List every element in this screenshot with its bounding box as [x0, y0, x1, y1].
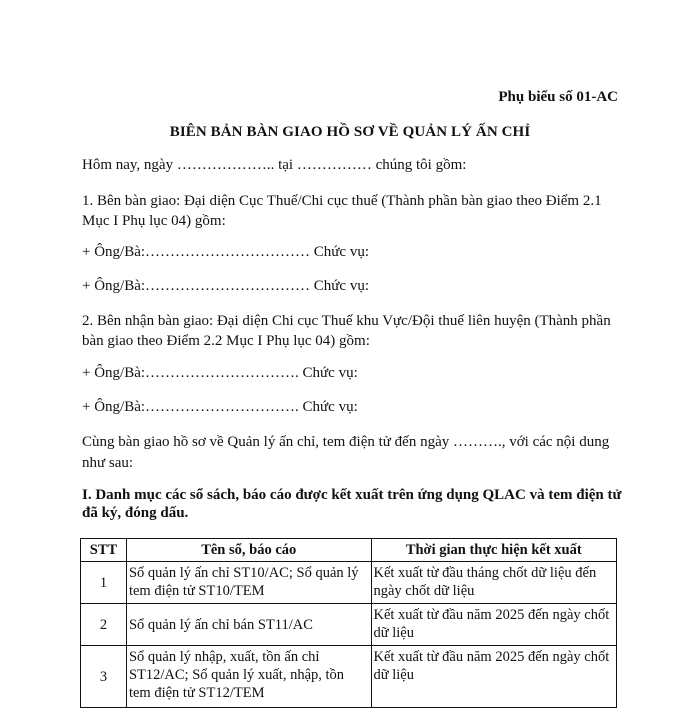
- section1-heading-line2: đã ký, đóng dấu.: [82, 505, 189, 521]
- party1-person1: + Ông/Bà:…………………………… Chức vụ:: [82, 244, 369, 260]
- row-export-time: [371, 562, 617, 604]
- row-stt: 1: [81, 562, 127, 604]
- header-export-time: Thời gian thực hiện kết xuất: [371, 539, 617, 562]
- table-row: [81, 646, 617, 708]
- party2-person2: + Ông/Bà:…………………………. Chức vụ:: [82, 399, 358, 415]
- party1-line1: 1. Bên bàn giao: Đại diện Cục Thuế/Chi cục thuế (Thành phần bàn giao theo Điểm 2.1: [82, 193, 602, 209]
- document-title: BIÊN BẢN BÀN GIAO HỒ SƠ VỀ QUẢN LÝ ẤN CHỈ: [169, 124, 531, 140]
- row-export-time: [371, 646, 617, 708]
- table-row: [81, 562, 617, 604]
- cell-line: Kết xuất từ đầu năm 2025 đến ngày chốt: [373, 607, 610, 623]
- row-report-name: [126, 562, 371, 604]
- party1-line2: Mục I Phụ lục 04) gồm:: [82, 213, 226, 229]
- row-stt: 3: [81, 646, 127, 708]
- party2-line1: 2. Bên nhận bàn giao: Đại diện Chi cục Thuế khu Vực/Đội thuế liên huyện (Thành phần: [82, 313, 611, 329]
- cell-line: ngày chốt dữ liệu: [373, 583, 475, 599]
- handover-note-line2: như sau:: [82, 455, 134, 471]
- table-row: [81, 604, 617, 646]
- cell-line: Sổ quản lý ấn chỉ bán ST11/AC: [128, 616, 313, 633]
- cell-line: Kết xuất từ đầu tháng chốt dữ liệu đến: [373, 565, 597, 581]
- cell-line: tem điện tử ST12/TEM: [128, 685, 265, 701]
- cell-line: ST12/AC; Sổ quản lý xuất, nhập, tồn: [128, 667, 345, 683]
- cell-line: Sổ quản lý ấn chỉ ST10/AC; Sổ quản lý: [128, 565, 359, 581]
- row-report-name: [126, 604, 371, 646]
- header-report-name: Tên sổ, báo cáo: [126, 539, 371, 562]
- report-table: [80, 538, 617, 708]
- handover-note-line1: Cùng bàn giao hồ sơ về Quản lý ấn chỉ, tem điện tử đến ngày ………., với các nội dung: [82, 434, 610, 450]
- cell-line: Sổ quản lý nhập, xuất, tồn ấn chỉ: [128, 649, 320, 665]
- row-report-name: [126, 646, 371, 708]
- party1-person2: + Ông/Bà:…………………………… Chức vụ:: [82, 278, 369, 294]
- table-header-row: [81, 539, 617, 562]
- section1-heading-line1: I. Danh mục các sổ sách, báo cáo được kết xuất trên ứng dụng QLAC và tem điện tử: [82, 487, 622, 503]
- row-export-time: [371, 604, 617, 646]
- party2-line2: bàn giao theo Điểm 2.2 Mục I Phụ lục 04) gồm:: [82, 333, 370, 349]
- appendix-label: Phụ biểu số 01-AC: [498, 89, 618, 105]
- cell-line: tem điện tử ST10/TEM: [128, 583, 265, 599]
- intro-line: Hôm nay, ngày ……………….. tại …………… chúng tôi gồm:: [82, 157, 467, 173]
- cell-line: Kết xuất từ đầu năm 2025 đến ngày chốt: [373, 649, 610, 665]
- party2-person1: + Ông/Bà:…………………………. Chức vụ:: [82, 365, 358, 381]
- row-stt: 2: [81, 604, 127, 646]
- cell-line: dữ liệu: [373, 625, 414, 641]
- header-stt: STT: [81, 539, 127, 562]
- cell-line: dữ liệu: [373, 667, 414, 683]
